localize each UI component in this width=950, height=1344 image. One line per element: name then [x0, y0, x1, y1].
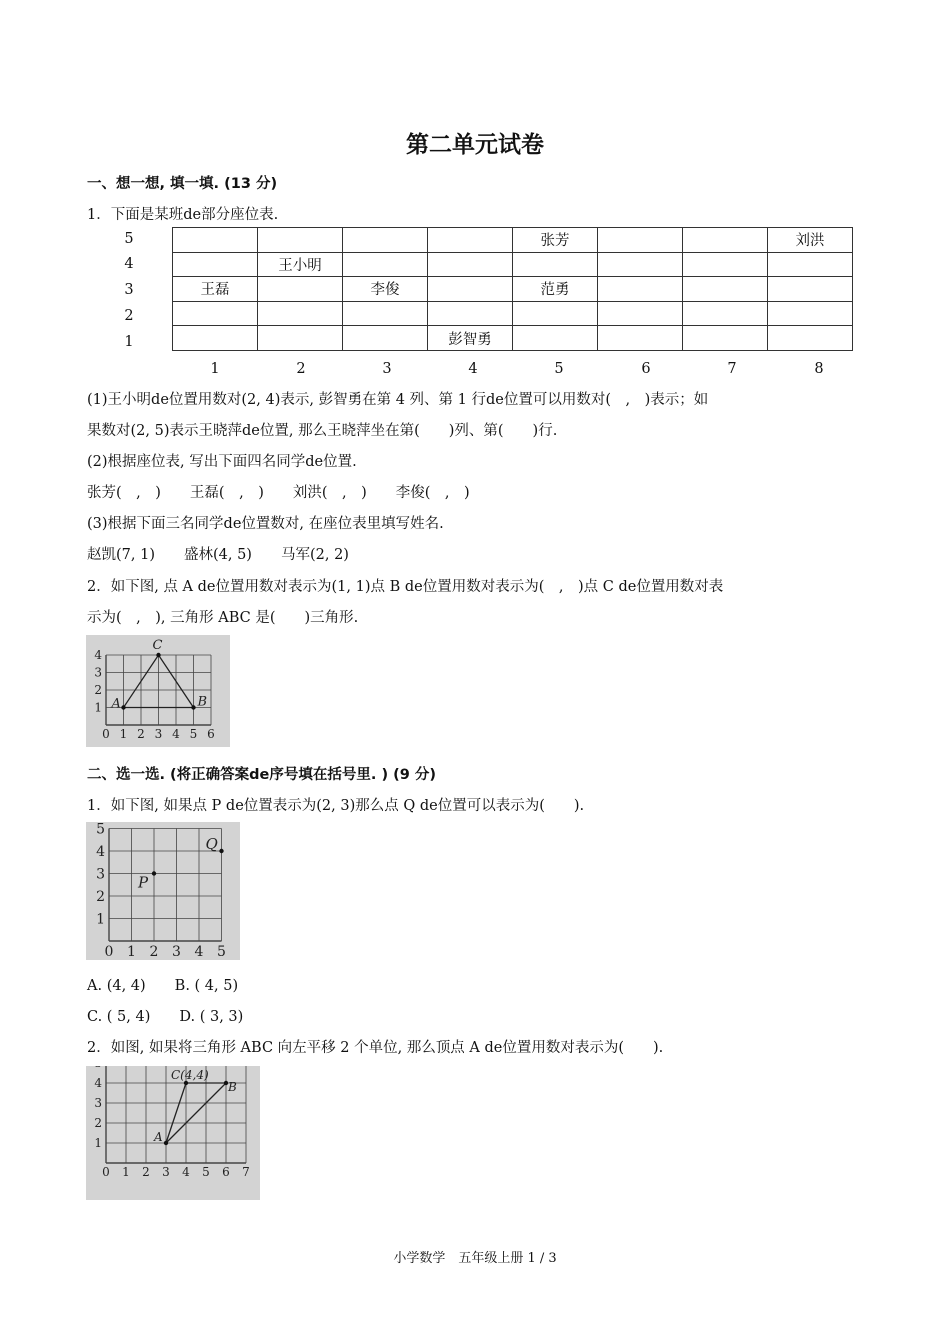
x-tick-label: 7	[242, 1165, 250, 1179]
s2-q1-options-line2: C. ( 5, 4) D. ( 3, 3)	[87, 1009, 244, 1025]
col-label-7: 7	[727, 361, 737, 377]
y-tick-label: 2	[96, 888, 105, 905]
figure-triangle-shift-svg	[86, 1066, 260, 1200]
seat-cell: 张芳	[513, 228, 598, 253]
s2-q2-line: 2．如图, 如果将三角形 ABC 向左平移 2 个单位, 那么顶点 A de位置用数对表示为( ).	[87, 1040, 664, 1056]
q1-intro: 1．下面是某班de部分座位表.	[87, 207, 279, 223]
point-label-a: A	[111, 696, 121, 712]
seat-cell: 刘洪	[768, 228, 853, 253]
point-c	[156, 653, 160, 657]
seat-cell	[258, 326, 343, 351]
x-tick-label: 1	[119, 727, 128, 741]
seat-row-5	[173, 228, 853, 253]
col-label-6: 6	[641, 361, 651, 377]
seat-cell	[683, 277, 768, 302]
figure-triangle-abc-svg	[86, 635, 230, 747]
y-tick-label: 3	[94, 1096, 102, 1111]
y-tick-label: 1	[96, 911, 105, 928]
row-label-2: 2	[124, 308, 134, 324]
q2-line2: 示为( , ), 三角形 ABC 是( )三角形.	[87, 610, 359, 626]
seat-cell	[683, 252, 768, 277]
seat-cell	[343, 228, 428, 253]
col-label-1: 1	[210, 361, 220, 377]
row-label-4: 4	[124, 256, 134, 272]
seat-row-1	[173, 326, 853, 351]
x-tick-label: 5	[217, 944, 226, 960]
x-tick-label: 0	[102, 1165, 110, 1179]
page-title: 第二单元试卷	[406, 132, 544, 158]
seat-cell	[173, 301, 258, 326]
section1-heading: 一、想一想, 填一填. (13 分)	[87, 176, 278, 192]
point-p	[152, 871, 156, 875]
x-tick-label: 3	[172, 944, 181, 960]
y-tick-label: 4	[96, 843, 105, 860]
x-tick-label: 1	[127, 944, 136, 960]
s2-q1-options-line1: A. (4, 4) B. ( 4, 5)	[87, 978, 239, 994]
seat-cell	[258, 277, 343, 302]
seat-cell	[428, 228, 513, 253]
point-q	[219, 849, 223, 853]
seat-cell	[598, 252, 683, 277]
x-tick-label: 4	[194, 944, 204, 960]
seat-cell	[683, 301, 768, 326]
s2-q1-line: 1．如下图, 如果点 P de位置表示为(2, 3)那么点 Q de位置可以表示为( ).	[87, 798, 585, 814]
seat-cell	[173, 326, 258, 351]
figure-points-pq	[86, 822, 240, 960]
seat-cell	[598, 228, 683, 253]
col-label-2: 2	[296, 361, 306, 377]
q1-part1-line1: (1)王小明de位置用数对(2, 4)表示, 彭智勇在第 4 列、第 1 行de位置可以用数对( , )表示；如	[87, 392, 709, 408]
point-a	[164, 1141, 168, 1145]
triangle-shape	[166, 1083, 226, 1143]
q1-part1-line2: 果数对(2, 5)表示王晓萍de位置, 那么王晓萍坐在第( )列、第( )行.	[87, 423, 558, 439]
row-label-1: 1	[124, 334, 134, 350]
seat-cell: 彭智勇	[428, 326, 513, 351]
seat-cell	[598, 326, 683, 351]
seat-cell: 王磊	[173, 277, 258, 302]
x-tick-label: 4	[172, 727, 180, 741]
figure-triangle-abc	[86, 635, 230, 747]
x-tick-label: 0	[104, 944, 114, 960]
x-tick-label: 4	[182, 1165, 190, 1179]
y-tick-label: 1	[94, 700, 102, 715]
seat-cell	[598, 301, 683, 326]
seat-cell	[343, 301, 428, 326]
y-tick-label: 1	[94, 1136, 102, 1151]
seat-row-2	[173, 301, 853, 326]
seat-cell	[768, 252, 853, 277]
seat-row-4	[173, 252, 853, 277]
seat-cell	[258, 301, 343, 326]
q1-part3-line2: 赵凯(7, 1) 盛林(4, 5) 马军(2, 2)	[87, 547, 349, 563]
seat-cell: 李俊	[343, 277, 428, 302]
seat-cell	[513, 252, 598, 277]
seat-cell	[258, 228, 343, 253]
point-label-a: A	[154, 1130, 163, 1144]
col-label-4: 4	[468, 361, 478, 377]
point-b	[191, 705, 195, 709]
y-tick-label: 2	[94, 1116, 102, 1131]
q1-part2-line2: 张芳( , ) 王磊( , ) 刘洪( , ) 李俊( , )	[87, 485, 470, 501]
seat-cell	[173, 228, 258, 253]
seat-cell	[683, 326, 768, 351]
point-label-p: P	[138, 873, 149, 892]
seat-cell	[513, 326, 598, 351]
col-label-8: 8	[814, 361, 824, 377]
row-label-5: 5	[124, 231, 134, 247]
seat-cell	[343, 326, 428, 351]
seat-cell	[768, 301, 853, 326]
seat-cell: 王小明	[258, 252, 343, 277]
y-tick-label: 4	[94, 1076, 102, 1091]
x-tick-label: 2	[142, 1165, 150, 1179]
point-label-b: B	[197, 694, 208, 710]
x-tick-label: 2	[137, 727, 145, 741]
page-footer: 小学数学 五年级上册 1 / 3	[393, 1251, 557, 1266]
y-tick-label: 3	[94, 665, 102, 680]
x-tick-label: 6	[222, 1165, 230, 1179]
q1-part3-line1: (3)根据下面三名同学de位置数对, 在座位表里填写姓名.	[87, 516, 444, 532]
section2-heading: 二、选一选. (将正确答案de序号填在括号里. ) (9 分)	[87, 767, 437, 783]
seat-cell	[428, 301, 513, 326]
seat-cell	[768, 326, 853, 351]
seat-cell	[428, 252, 513, 277]
x-tick-label: 2	[149, 944, 159, 960]
x-tick-label: 3	[162, 1165, 170, 1179]
seat-cell	[343, 252, 428, 277]
x-tick-label: 0	[102, 727, 110, 741]
x-tick-label: 1	[122, 1165, 130, 1179]
seat-cell	[598, 277, 683, 302]
point-a	[121, 705, 125, 709]
seat-cell: 范勇	[513, 277, 598, 302]
x-tick-label: 5	[189, 727, 198, 741]
x-tick-label: 6	[207, 727, 215, 741]
row-label-3: 3	[124, 282, 134, 298]
x-tick-label: 3	[154, 727, 163, 741]
y-tick-label: 2	[94, 683, 102, 698]
y-tick-label: 4	[94, 648, 102, 663]
seat-cell	[768, 277, 853, 302]
seat-table	[172, 227, 853, 351]
figure-triangle-shift	[86, 1066, 260, 1200]
x-tick-label: 5	[202, 1165, 210, 1179]
seat-cell	[513, 301, 598, 326]
col-label-3: 3	[382, 361, 392, 377]
seat-cell	[683, 228, 768, 253]
point-label-b: B	[228, 1080, 237, 1094]
col-label-5: 5	[554, 361, 564, 377]
y-tick-label: 5	[96, 822, 105, 838]
point-label-c: C	[152, 638, 163, 653]
figure-points-pq-svg	[86, 822, 240, 960]
point-label-q: Q	[205, 835, 218, 853]
seat-cell	[173, 252, 258, 277]
q1-part2-line1: (2)根据座位表, 写出下面四名同学de位置.	[87, 454, 357, 470]
point-label-c: C(4,4)	[171, 1068, 209, 1082]
seat-cell	[428, 277, 513, 302]
q2-line1: 2．如下图, 点 A de位置用数对表示为(1, 1)点 B de位置用数对表示为( , )点 C de位置用数对表	[87, 579, 724, 595]
y-tick-label	[94, 1066, 102, 1070]
seat-row-3	[173, 277, 853, 302]
y-tick-label: 3	[96, 866, 105, 883]
